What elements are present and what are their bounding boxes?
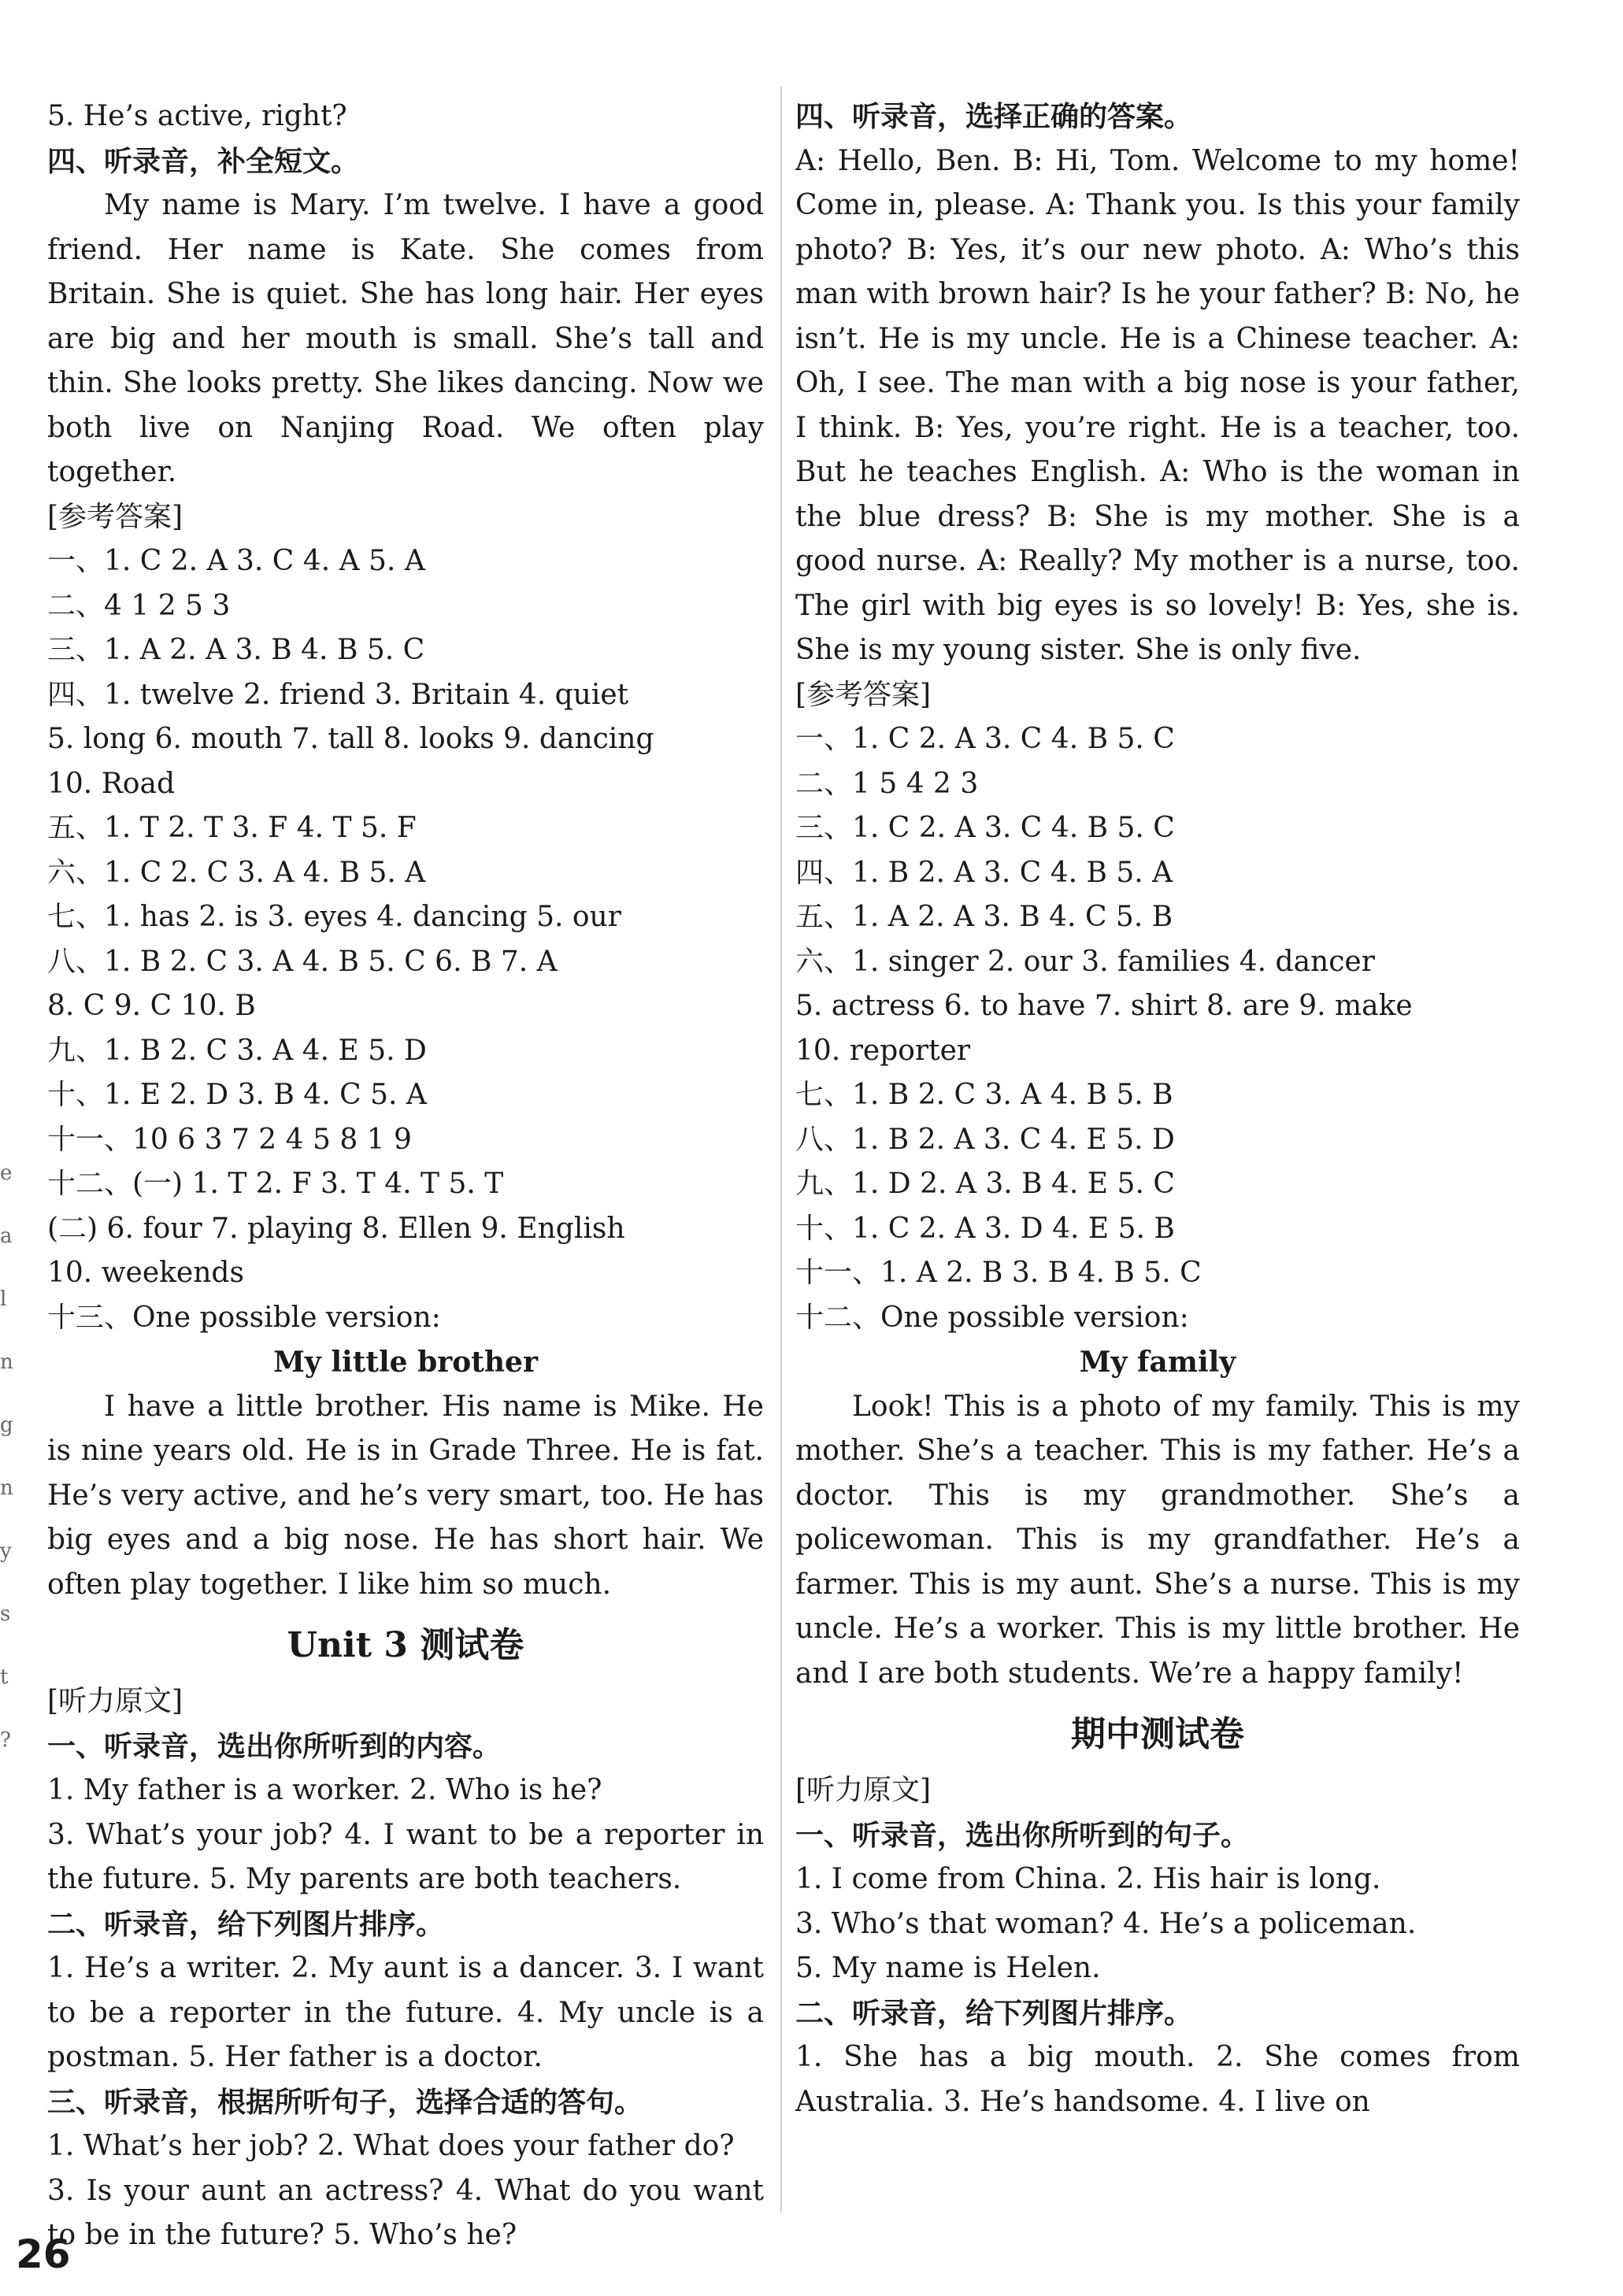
answer-line: 10. weekends [47, 1257, 244, 1289]
answer-line: 十、1. C 2. A 3. D 4. E 5. B [795, 1212, 1175, 1245]
edge-mark: g [0, 1413, 13, 1437]
essay-paragraph: I have a little brother. His name is Mike. He is nine years old. He is in Grade Three. He is fat. He’s very active, and he’s very smart, too. He has big eyes and a big nose. He has short hair. We often play together. I like him so much. [47, 1390, 764, 1601]
answer-line: 九、1. D 2. A 3. B 4. E 5. C [795, 1168, 1175, 1200]
section-heading: 三、听录音，根据所听句子，选择合适的答句。 [47, 2085, 643, 2119]
answer-line: 四、1. twelve 2. friend 3. Britain 4. quiet [47, 678, 629, 711]
script-line: 1. I come from China. 2. His hair is long. [795, 1863, 1381, 1895]
answer-line: 一、1. C 2. A 3. C 4. B 5. C [795, 723, 1175, 755]
midterm-test-title: 期中测试卷 [1071, 1714, 1244, 1754]
section-heading: 二、听录音，给下列图片排序。 [47, 1907, 445, 1941]
left-column [47, 94, 764, 2258]
section-heading: 二、听录音，给下列图片排序。 [795, 1996, 1193, 2030]
answer-line: 六、1. singer 2. our 3. families 4. dancer [795, 945, 1375, 978]
script-line: 3. What’s your job? 4. I want to be a reporter in the future. 5. My parents are both teachers. [47, 1818, 764, 1895]
column-divider [780, 87, 782, 2213]
answer-line: 二、4 1 2 5 3 [47, 589, 231, 622]
edge-mark: t [0, 1665, 9, 1689]
answer-line: 5. actress 6. to have 7. shirt 8. are 9. make [795, 990, 1413, 1022]
edge-mark: n [0, 1476, 13, 1500]
essay-paragraph: Look! This is a photo of my family. This is my mother. She’s a teacher. This is my father. He’s a doctor. This is my grandmother. She’s a policewoman. This is my grandfather. He’s a farmer. This is my aunt. She’s a nurse. This is my uncle. He’s a worker. This is my little brother. He and I are both students. We’re a happy family! [795, 1390, 1520, 1690]
answer-line: 三、1. A 2. A 3. B 4. B 5. C [47, 634, 425, 666]
script-line: 1. She has a big mouth. 2. She comes from Australia. 3. He’s handsome. 4. I live on [795, 2041, 1520, 2118]
cropped-edge-marks [0, 1142, 14, 1772]
edge-mark: n [0, 1350, 13, 1374]
answer-key-label: [参考答案] [47, 500, 183, 533]
edge-mark: y [0, 1539, 12, 1563]
unit-test-title: Unit 3 测试卷 [287, 1625, 524, 1665]
listening-script-label: [听力原文] [47, 1685, 183, 1717]
answer-line: 五、1. T 2. T 3. F 4. T 5. F [47, 812, 417, 844]
answer-line: 5. long 6. mouth 7. tall 8. looks 9. dancing [47, 723, 654, 755]
script-line: 1. What’s her job? 2. What does your father do? [47, 2130, 735, 2162]
edge-mark: ? [0, 1728, 11, 1752]
section-heading: 一、听录音，选出你所听到的内容。 [47, 1729, 502, 1763]
section-heading: 一、听录音，选出你所听到的句子。 [795, 1818, 1250, 1852]
section-heading: 四、听录音，补全短文。 [47, 144, 360, 178]
answer-key-label: [参考答案] [795, 678, 932, 711]
answer-line: 八、1. B 2. C 3. A 4. B 5. C 6. B 7. A [47, 945, 558, 978]
answer-line: 三、1. C 2. A 3. C 4. B 5. C [795, 812, 1175, 844]
edge-mark: a [0, 1224, 13, 1248]
dialogue-paragraph: A: Hello, Ben. B: Hi, Tom. Welcome to my home! Come in, please. A: Thank you. Is this your family photo? B: Yes, it’s our new photo. A: Who’s this man with brown hair? Is he your father? B: No, he isn’t. He is my uncle. He is a Chinese teacher. A: Oh, I see. The man with a big nose is your father, I think. B: Yes, you’re right. He is a teacher, too. But he teaches English. A: Who is the woman in the blue dress? B: She is my mother. She is a good nurse. A: Really? My mother is a nurse, too. The girl with big eyes is so lovely! B: Yes, she is. She is my young sister. She is only five. [795, 144, 1520, 666]
page-number: 26 [16, 2231, 71, 2277]
edge-mark: e [0, 1161, 13, 1185]
answer-line: 十二、One possible version: [795, 1301, 1189, 1334]
answer-line: 五、1. A 2. A 3. B 4. C 5. B [795, 901, 1173, 933]
answer-line: 8. C 9. C 10. B [47, 990, 256, 1022]
answer-line: 八、1. B 2. A 3. C 4. E 5. D [795, 1123, 1175, 1156]
answer-line: 七、1. has 2. is 3. eyes 4. dancing 5. our [47, 901, 621, 933]
answer-line: 10. Road [47, 767, 175, 800]
answer-line: 九、1. B 2. C 3. A 4. E 5. D [47, 1034, 427, 1067]
answer-line: 六、1. C 2. C 3. A 4. B 5. A [47, 856, 426, 889]
answer-line: 十、1. E 2. D 3. B 4. C 5. A [47, 1079, 427, 1111]
edge-mark: s [0, 1602, 11, 1626]
essay-title: My family [1079, 1346, 1236, 1379]
answer-line: 十一、1. A 2. B 3. B 4. B 5. C [795, 1257, 1202, 1289]
answer-line: 七、1. B 2. C 3. A 4. B 5. B [795, 1079, 1173, 1111]
passage-paragraph: My name is Mary. I’m twelve. I have a good friend. Her name is Kate. She comes from Britain. She is quiet. She has long hair. Her eyes are big and her mouth is small. She’s tall and thin. She looks pretty. She likes dancing. Now we both live on Nanjing Road. We often play together. [47, 189, 764, 488]
script-line: 1. My father is a worker. 2. Who is he? [47, 1774, 602, 1806]
right-column [795, 94, 1520, 2124]
essay-title: My little brother [273, 1346, 538, 1379]
listening-script-label: [听力原文] [795, 1774, 932, 1806]
answer-line: 二、1 5 4 2 3 [795, 767, 979, 800]
answer-line: 一、1. C 2. A 3. C 4. A 5. A [47, 545, 425, 577]
question-line: 5. He’s active, right? [47, 100, 347, 132]
script-line: 5. My name is Helen. [795, 1952, 1101, 1984]
answer-line: 10. reporter [795, 1034, 971, 1067]
section-heading: 四、听录音，选择正确的答案。 [795, 100, 1193, 133]
answer-line: 十二、(一) 1. T 2. F 3. T 4. T 5. T [47, 1168, 504, 1200]
answer-line: 十三、One possible version: [47, 1301, 441, 1334]
answer-line: (二) 6. four 7. playing 8. Ellen 9. English [47, 1212, 625, 1245]
answer-line: 十一、10 6 3 7 2 4 5 8 1 9 [47, 1123, 412, 1156]
script-line: 3. Is your aunt an actress? 4. What do you want to be in the future? 5. Who’s he? [47, 2174, 764, 2251]
script-line: 3. Who’s that woman? 4. He’s a policeman. [795, 1907, 1417, 1940]
edge-mark: l [0, 1287, 7, 1311]
answer-line: 四、1. B 2. A 3. C 4. B 5. A [795, 856, 1173, 889]
script-line: 1. He’s a writer. 2. My aunt is a dancer. 3. I want to be a reporter in the future. 4. My uncle is a postman. 5. Her father is a doctor. [47, 1952, 764, 2073]
